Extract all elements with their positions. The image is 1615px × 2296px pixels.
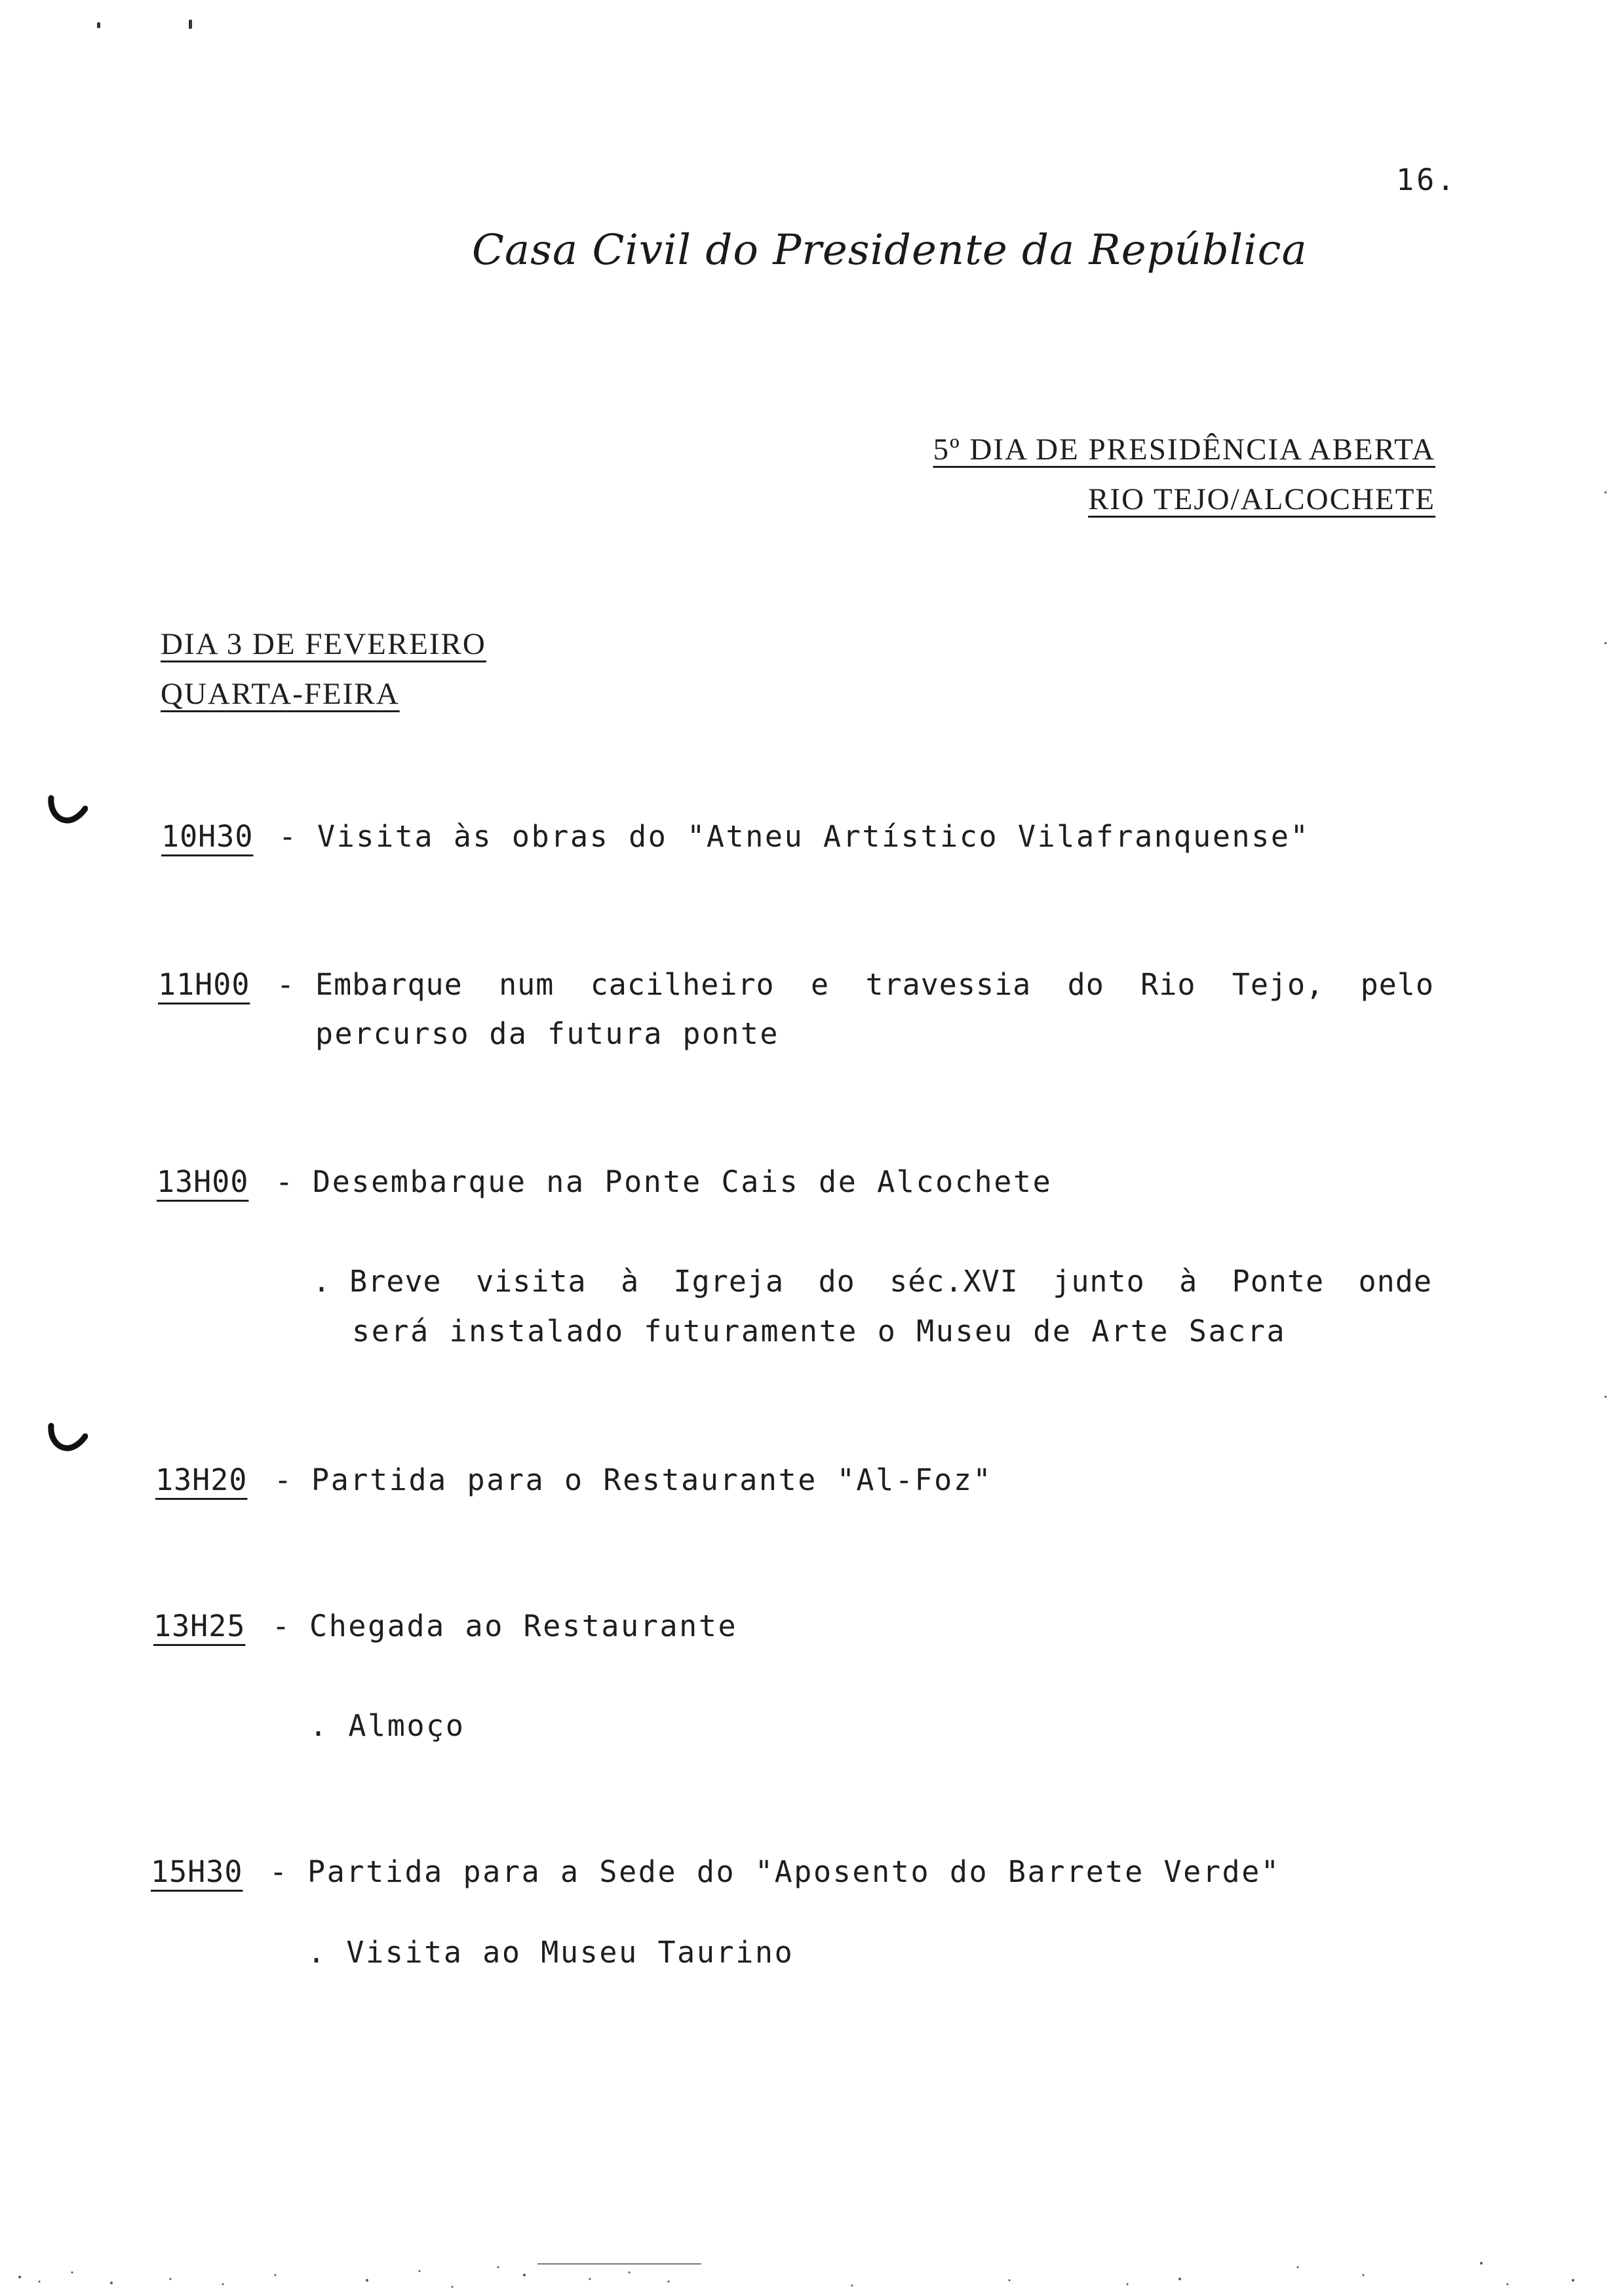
date-line-2: QUARTA-FEIRA [161,677,400,711]
entry-word: do [1067,967,1104,1002]
entry-sub-item [313,1264,1432,1299]
entry-word: visita [476,1264,587,1299]
entry-sub-continuation: será instalado futuramente o Museu de Arte Sacra [352,1314,1287,1349]
date-line-1: DIA 3 DE FEVEREIRO [161,627,486,661]
entry-time: 13H00 [157,1164,249,1199]
entry-sub-item: . Visita ao Museu Taurino [307,1935,794,1970]
entry-time: 13H25 [153,1609,246,1643]
entry-dash: - [279,819,298,854]
entry-description: Partida para o Restaurante "Al-Foz" [311,1463,993,1497]
entry-time: 15H30 [151,1854,243,1889]
title-line-2: RIO TEJO/ALCOCHETE [1088,482,1435,516]
entry-description: Partida para a Sede do "Aposento do Barrete Verde" [307,1854,1281,1889]
top-left-speck [189,20,192,29]
entry-word: travessia [865,967,1032,1002]
entry-word: Igreja [673,1264,785,1299]
entry-word: cacilheiro [590,967,775,1002]
margin-check-mark-icon [47,1422,88,1455]
entry-word: à [621,1264,640,1299]
entry-word: séc.XVI [889,1264,1019,1299]
date-block [161,619,486,719]
entry-description [315,967,1434,1002]
top-left-speck [97,22,100,28]
entry-dash: - [269,1854,288,1889]
entry-time: 13H20 [155,1463,248,1497]
entry-word: Embarque [315,967,463,1002]
entry-sub-item: . Almoço [309,1708,465,1743]
entry-word: do [818,1264,855,1299]
entry-continuation: percurso da futura ponte [315,1016,779,1051]
entry-word: onde [1358,1264,1432,1299]
margin-speck [1605,1396,1606,1398]
title-block [933,425,1435,524]
entry-word: à [1179,1264,1198,1299]
entry-dash: - [275,1164,294,1199]
entry-time: 11H00 [158,967,250,1002]
entry-description: Desembarque na Ponte Cais de Alcochete [313,1164,1053,1199]
entry-word: pelo [1360,967,1434,1002]
entry-word: e [811,967,830,1002]
entry-word: . Breve [313,1264,442,1299]
entry-description: Visita às obras do "Atneu Artístico Vilafranquense" [317,819,1310,854]
entry-word: Tejo, [1232,967,1325,1002]
entry-word: num [499,967,555,1002]
title-line-1: 5º DIA DE PRESIDÊNCIA ABERTA [933,432,1435,467]
entry-description: Chegada ao Restaurante [309,1609,738,1643]
entry-word: junto [1053,1264,1145,1299]
margin-check-mark-icon [47,794,88,827]
entry-dash: - [272,1609,291,1643]
entry-word: Rio [1140,967,1196,1002]
entry-dash: - [277,967,296,1002]
margin-speck [1605,491,1606,493]
entry-time: 10H30 [161,819,254,854]
letterhead: Casa Civil do Presidente da República [472,226,1308,275]
entry-dash: - [274,1463,293,1497]
entry-word: Ponte [1232,1264,1325,1299]
margin-speck [1605,642,1606,644]
scan-noise [0,2241,1615,2293]
page-number: 16. [1396,163,1458,197]
